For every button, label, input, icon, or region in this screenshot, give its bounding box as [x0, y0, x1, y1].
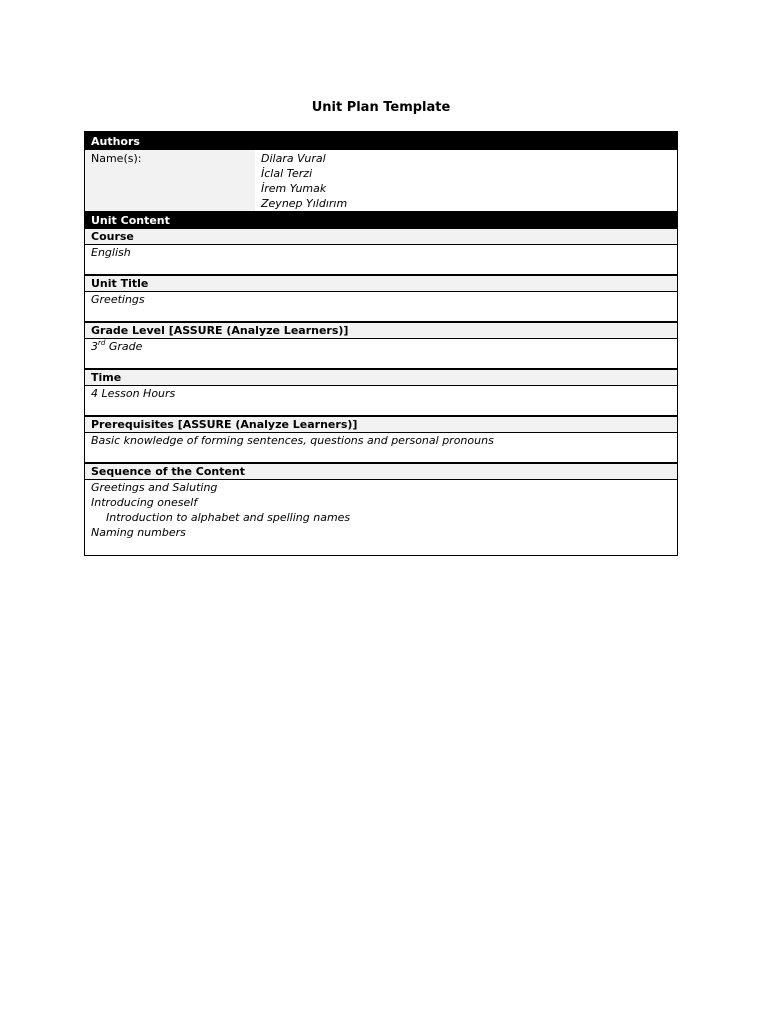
- author-name: İrem Yumak: [261, 182, 327, 195]
- prerequisites-label: Prerequisites [ASSURE (Analyze Learners)]: [85, 415, 677, 432]
- document-title: Unit Plan Template: [311, 100, 451, 115]
- authors-header: Authors: [85, 132, 677, 149]
- list-item: Introducing oneself: [91, 496, 198, 509]
- course-value: English: [85, 244, 677, 274]
- author-name: Zeynep Yıldırım: [261, 197, 348, 210]
- list-item: Naming numbers: [91, 526, 186, 539]
- prerequisites-value: Basic knowledge of forming sentences, questions and personal pronouns: [85, 432, 677, 462]
- author-names: [255, 150, 677, 211]
- sequence-label: Sequence of the Content: [85, 462, 677, 479]
- unit-title-value: Greetings: [85, 291, 677, 321]
- names-label: Name(s):: [85, 150, 255, 211]
- author-name: Dilara Vural: [261, 152, 326, 165]
- list-item: Introduction to alphabet and spelling names: [106, 511, 351, 524]
- grade-level-label: Grade Level [ASSURE (Analyze Learners)]: [85, 321, 677, 338]
- authors-row: [85, 149, 677, 211]
- unit-title-label: Unit Title: [85, 274, 677, 291]
- grade-word: Grade: [105, 340, 143, 353]
- grade-number: 3: [91, 340, 98, 353]
- grade-suffix: rd: [98, 339, 106, 347]
- grade-level-value: [85, 338, 677, 368]
- sequence-list: [85, 479, 677, 555]
- time-value: 4 Lesson Hours: [85, 385, 677, 415]
- unit-content-header: Unit Content: [85, 211, 677, 228]
- course-label: Course: [85, 228, 677, 244]
- author-name: İclal Terzi: [261, 167, 313, 180]
- unit-plan-table: [84, 131, 678, 556]
- time-label: Time: [85, 368, 677, 385]
- list-item: Greetings and Saluting: [91, 481, 218, 494]
